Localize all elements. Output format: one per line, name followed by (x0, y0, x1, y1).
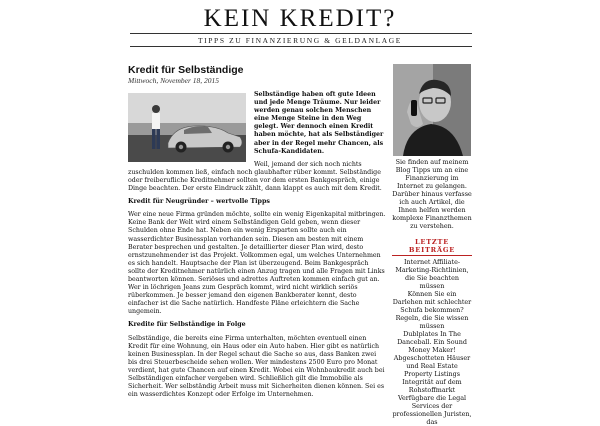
recent-post-link[interactable]: Abgeschotteten Häuser und Real Estate Property Listings (393, 354, 471, 378)
post-subheading-2: Kredite für Selbständige in Folge (128, 321, 246, 329)
site-tagline: TIPPS ZU FINANZIERUNG & GELDANLAGE (198, 36, 402, 45)
recent-post-link[interactable]: Dublplates In The Danceball. Ein Sound Money Maker! (397, 330, 467, 354)
about-text: Sie finden auf meinem Blog Tipps um an eine Finanzierung im Internet zu gelangen. Darüber hinaus verfasse ich auch Artikel, die Ihnen helfen werden komplexe Finanzthemen zu verstehen. (392, 158, 472, 230)
post-paragraph-3: Selbständige, die bereits eine Firma unterhalten, möchten eventuell einen Kredit für eine Wohnung, ein Haus oder ein Auto haben. Hier gibt es natürlich keinen Businessplan. In der Regel schaut die Sache so aus, dass Banken zwei bis drei Steuerbescheide sehen wollen. Wer mindestens 2500 Euro pro Monat verdient, hat gute Chancen auf einen Kredit. Wobei ein Wohnbaukredit auch bei Selbständigen einfacher vergeben wird. Schließlich gilt die Immobilie als Sicherheit. Wer selbständig Arbeit muss mit Sicherheiten dienen können. Sei es ein wasserdichtes Konzept oder Erfolge im Unternehmen. (128, 334, 385, 399)
man-with-car-illustration (128, 93, 246, 162)
masthead (0, 0, 600, 48)
site-title[interactable]: KEIN KREDIT? (203, 5, 397, 32)
post-lead: Selbständige haben oft gute Ideen und jede Menge Träume. Nur leider werden genau solchen Menschen eine Menge Steine in den Weg gelegt. Wer dennoch einen Kredit haben möchte, hat als Selbständiger aber in der Regel mehr Chancen, als Schufa-Kandidaten. (254, 91, 384, 155)
post-image (128, 93, 246, 162)
recent-post-link[interactable]: Können Sie ein Darlehen mit schlechter Schufa bekommen? (392, 290, 472, 314)
masthead-rule-bottom (130, 46, 472, 47)
blog-post (128, 64, 386, 404)
recent-post-link[interactable]: Internet Affiliate-Marketing-Richtlinien, die Sie beachten müssen (395, 258, 469, 290)
recent-posts-heading: LETZTE BEITRÄGE (392, 238, 472, 256)
masthead-rule-top (130, 33, 472, 34)
recent-posts-list (392, 258, 472, 426)
author-photo (393, 64, 471, 156)
post-paragraph-2: Wer eine neue Firma gründen möchte, sollte ein wenig Eigenkapital mitbringen. Keine Bank der Welt wird einem Selbständigen Geld geben, wenn dieser Schulden ohne Ende hat. Neben ein wenig Ersparten sollte auch ein wasserdichter Businessplan vorhanden sein. Diesen am besten mit einem Berater besprechen und gestalten. Je detaillierter dieser Plan wird, desto ernstzunehmender ist das Projekt. Volkommen egal, um welches Unternehmen es sich handelt. Hauptsache der Plan ist überzeugend. Beim Bankgespräch sollte der Kreditnehmer natürlich einen Anzug tragen und alle Fragen mit Links beantworten können. Seriöses und adrettes Auftreten kommen einfach gut an. Wer in löchrigen Jeans zum Gespräch kommt, wird nicht wirklich seriös rüberkommen. Je besser jemand den eigenen Bankberater kennt, desto einfacher ist die Sache natürlich. Handfeste Pläne erleichtern die Sache ungemein. (128, 211, 386, 316)
post-title[interactable]: Kredit für Selbständige (128, 64, 244, 76)
post-body (128, 91, 386, 399)
recent-post-link[interactable]: Regeln, die Sie wissen müssen (395, 314, 469, 330)
post-date: Mittwoch, November 18, 2015 (128, 76, 220, 85)
recent-post-link[interactable]: Verfügbare die Legal Services der professionellen Juristen, das (392, 394, 472, 426)
post-subheading-1: Kredit für Neugründer – wertvolle Tipps (128, 198, 270, 206)
man-on-phone-illustration (393, 64, 471, 156)
sidebar (392, 64, 472, 426)
recent-post-link[interactable]: Integrität auf dem Rohstoffmarkt (402, 378, 462, 394)
post-paragraph-1: Weil, jemand der sich noch nichts zuschulden kommen ließ, einfach noch glaubhafter rüber kommt. Selbständige oder freiberufliche Kreditnehmer sollten vor dem ersten Bankgespräch, einige Dinge beachten. Der erste Eindruck zählt, dann klappt es auch mit dem Kredit. (128, 160, 382, 193)
